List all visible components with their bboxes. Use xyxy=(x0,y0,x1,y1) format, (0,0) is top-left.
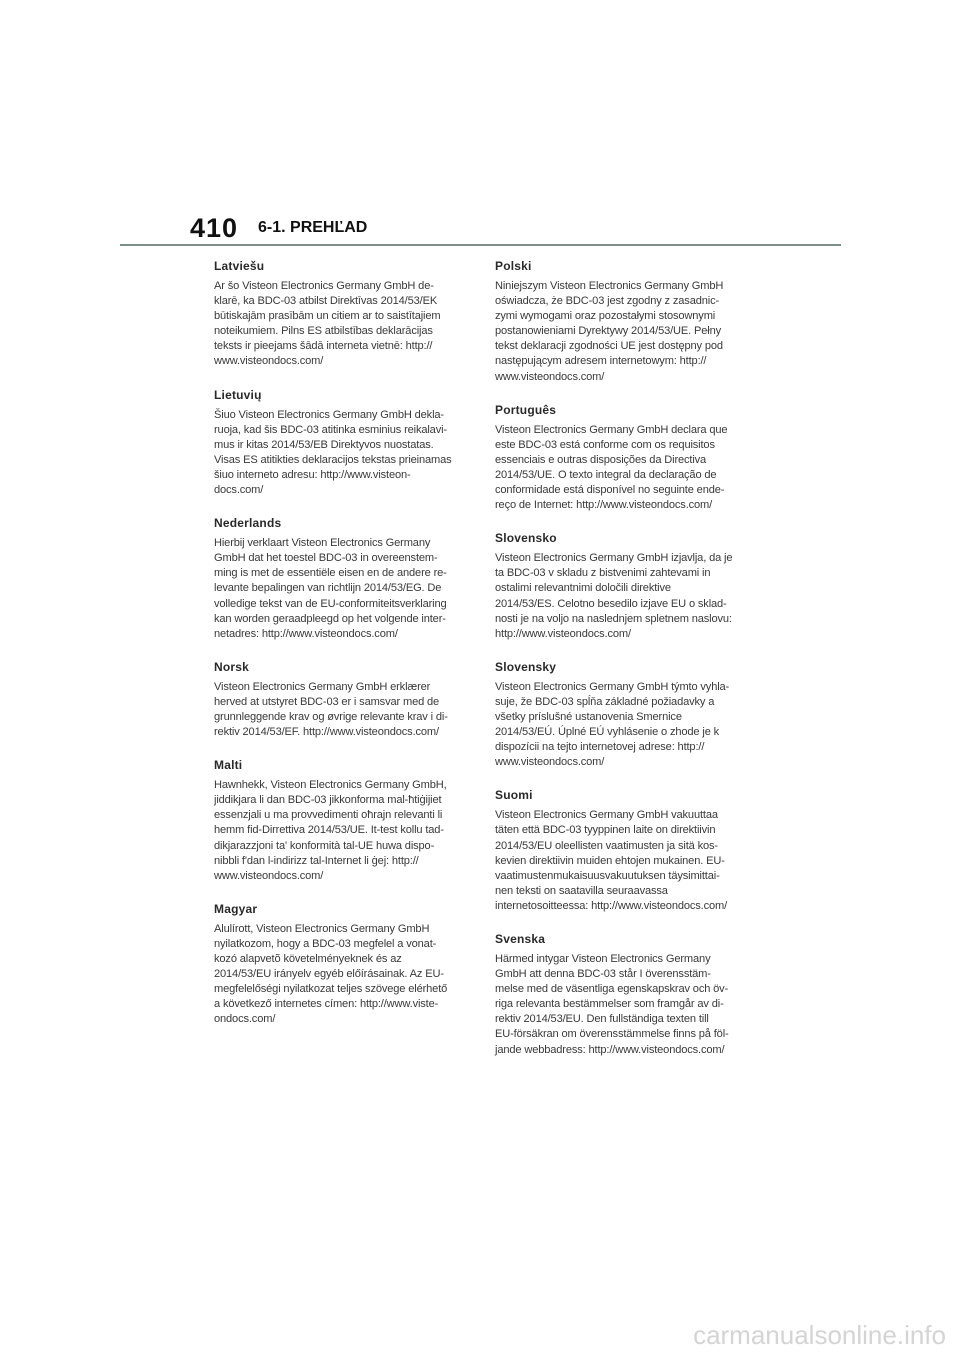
lang-text: Šiuo Visteon Electronics Germany GmbH dekla- ruoja, kad šis BDC-03 atitinka esminius reikalavi- mus ir kitas 2014/53/EB Direktyvos nuostatas. Visas ES atitikties deklaracijos tekstas prieinamas šiuo interneto adresu: http://www.visteon- docs.com/ xyxy=(214,408,452,497)
page-header xyxy=(190,213,840,243)
lang-heading: Magyar xyxy=(214,901,258,916)
left-column xyxy=(214,258,469,1044)
lang-block-norsk xyxy=(214,659,469,740)
lang-text: Visteon Electronics Germany GmbH izjavlja, da je ta BDC-03 v skladu z bistvenimi zahtevami in ostalimi relevantnimi določili direktive 2014/53/ES. Celotno besedilo izjave EU o sklad- nosti je na voljo na naslednjem spletnem naslovu: http://www.visteondocs.com/ xyxy=(495,552,733,640)
lang-text: Visteon Electronics Germany GmbH declara que este BDC-03 está conforme com os requisitos essenciais e outras disposições da Directiva 2014/53/UE. O texto integral da declaração de conformidade está disponível no seguinte ende- reço de Internet: http://www.visteondocs.com/ xyxy=(495,423,728,512)
lang-heading: Suomi xyxy=(495,788,533,803)
lang-heading: Latviešu xyxy=(214,259,265,273)
lang-block-suomi xyxy=(495,787,750,914)
lang-block-slovensky xyxy=(495,659,750,771)
lang-heading: Polski xyxy=(495,259,532,273)
page-number: 410 xyxy=(190,213,239,243)
lang-heading: Svenska xyxy=(495,932,546,946)
lang-block-svenska xyxy=(495,931,750,1058)
lang-block-polski xyxy=(495,258,750,385)
lang-text: Visteon Electronics Germany GmbH erklærer herved at utstyret BDC-03 er i samsvar med de grunnleggende krav og øvrige relevante krav i di- rektiv 2014/53/EF. http://www.visteondocs.com/ xyxy=(214,680,448,739)
lang-text: Niniejszym Visteon Electronics Germany GmbH oświadcza, że BDC-03 jest zgodny z zasadnic- zymi wymogami oraz pozostałymi stosownymi postanowieniami Dyrektywy 2014/53/UE. Pełny tekst deklaracji zgodności UE jest dostępny pod następującym adresem internetowym: http:// www.visteondocs.com/ xyxy=(495,280,724,383)
lang-heading: Slovensky xyxy=(495,659,557,674)
lang-heading: Slovensko xyxy=(495,531,557,546)
watermark: carmanualsonline.info xyxy=(693,1320,946,1350)
lang-block-malti xyxy=(214,757,469,884)
lang-text: Alulírott, Visteon Electronics Germany GmbH nyilatkozom, hogy a BDC-03 megfelel a vonat- kozó alapvetõ követelményeknek és az 2014/53/EU irányelv egyéb előírásainak. Az EU- megfelelőségi nyilatkozat teljes szövege elérhető a következő internetes címen: http://www.viste- ondocs.com/ xyxy=(214,922,448,1026)
lang-text: Visteon Electronics Germany GmbH týmto vyhla- suje, že BDC-03 spĺňa základné požiadavky a všetky príslušné ustanovenia Smernice 2014/53/EÚ. Úplné EÚ vyhlásenie o zhode je k dispozícii na tejto internetovej adrese: http:// www.visteondocs.com/ xyxy=(495,680,730,769)
header-divider xyxy=(120,244,841,246)
lang-text: Ar šo Visteon Electronics Germany GmbH de- klarē, ka BDC-03 atbilst Direktīvas 2014/53/EK būtiskajām prasībām un citiem ar to saistītajiem noteikumiem. Pilns ES atbilstības deklarācijas teksts ir pieejams šādā interneta vietnē: http:// www.visteondocs.com/ xyxy=(214,280,441,368)
lang-text: Hawnhekk, Visteon Electronics Germany GmbH, jiddikjara li dan BDC-03 jikkonforma mal-ħtiġijiet essenzjali u ma provvedimenti oħrajn relevanti li hemm fid-Dirrettiva 2014/53/UE. It-test kollu tad- dikjarazzjoni ta' konformità tal-UE huwa dispo- nibbli f'dan l-indirizz tal-Internet li ġej: http:// www.visteondocs.com/ xyxy=(214,779,447,882)
lang-text: Hierbij verklaart Visteon Electronics Germany GmbH dat het toestel BDC-03 in overeenstem- ming is met de essentiële eisen en de andere re- levante bepalingen van richtlijn 2014/53/EG. De volledige tekst van de EU-conformiteitsverklaring kan worden geraadpleegd op het volgende inter- netadres: http://www.visteondocs.com/ xyxy=(214,537,447,640)
right-column xyxy=(495,258,750,1075)
section-title: 6-1. PREHĽAD xyxy=(258,219,368,236)
lang-block-magyar xyxy=(214,901,469,1028)
lang-heading: Lietuvių xyxy=(214,387,262,402)
lang-block-nederlands xyxy=(214,515,469,642)
lang-heading: Norsk xyxy=(214,659,250,674)
lang-block-latviesu xyxy=(214,258,469,370)
lang-heading: Português xyxy=(495,402,557,417)
lang-block-portugues xyxy=(495,402,750,514)
lang-text: Visteon Electronics Germany GmbH vakuuttaa täten että BDC-03 tyyppinen laite on direktiivin 2014/53/EU oleellisten vaatimusten ja sitä kos- kevien direktiivin muiden ehtojen mukainen. EU- vaatimustenmukaisuusvakuutuksen täysimittai- nen teksti on saatavilla seuraavassa internetosoitteessa: http://www.visteondocs.com/ xyxy=(495,809,728,912)
lang-heading: Malti xyxy=(214,758,243,773)
lang-block-lietuviu xyxy=(214,387,469,499)
lang-heading: Nederlands xyxy=(214,516,282,531)
lang-text: Härmed intygar Visteon Electronics Germany GmbH att denna BDC-03 står I överensstäm- melse med de väsentliga egenskapskrav och öv- riga relevanta bestämmelser som framgår av di- rektiv 2014/53/EU. Den fullständiga texten till EU-försäkran om överensstämmelse finns på föl- jande webbadress: http://www.visteondocs.com/ xyxy=(495,953,729,1056)
lang-block-slovensko xyxy=(495,530,750,642)
